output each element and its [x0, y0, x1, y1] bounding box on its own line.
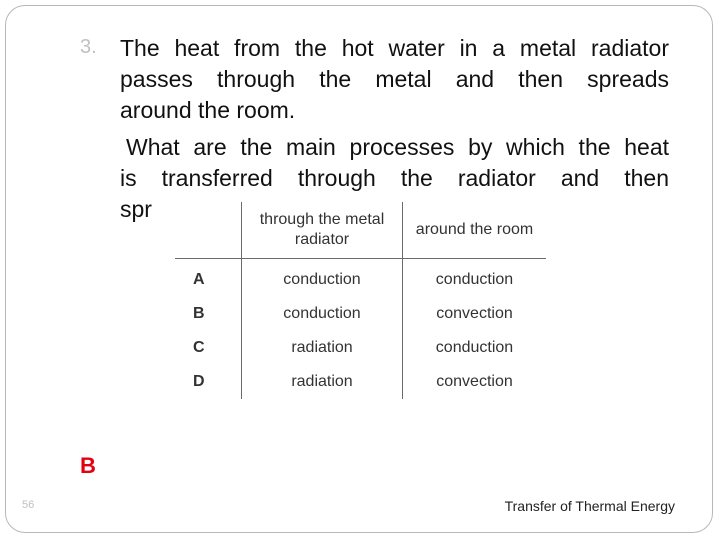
option-room-process: conduction: [435, 339, 514, 356]
option-metal-process: radiation: [242, 365, 403, 399]
table-row: [175, 259, 546, 298]
question-line-4: What are the main processes by which the heat: [126, 134, 669, 160]
page-number: 56: [22, 499, 35, 511]
answer-letter: B: [80, 453, 96, 478]
table-row: [175, 297, 546, 331]
question-line-3: around the room.: [120, 97, 296, 123]
option-key: C: [175, 331, 242, 365]
question-line-2: passes through the metal and then spreads: [120, 66, 669, 92]
option-room-process: conduction: [435, 271, 514, 288]
question-line-5: is transferred through the radiator and then: [120, 165, 669, 191]
table-header-metal: through the metal radiator: [242, 202, 403, 259]
option-metal-process: conduction: [242, 259, 403, 298]
question-line-1: The heat from the hot water in a metal radiator: [120, 35, 669, 61]
option-metal-process: radiation: [242, 331, 403, 365]
table-header-row: [175, 202, 546, 259]
option-room-process: convection: [436, 305, 513, 322]
option-key: A: [175, 259, 242, 298]
option-key: B: [175, 297, 242, 331]
table-row: [175, 331, 546, 365]
option-key: D: [175, 365, 242, 399]
options-table: [175, 202, 546, 399]
table-header-room: around the room: [403, 202, 547, 259]
footer-title: Transfer of Thermal Energy: [504, 498, 675, 514]
option-metal-process: conduction: [242, 297, 403, 331]
table-header-key: [175, 202, 242, 259]
question-number: 3.: [80, 36, 97, 58]
question-line-6: spr: [120, 196, 152, 222]
option-room-process: convection: [436, 373, 513, 390]
table-row: [175, 365, 546, 399]
question-text: [120, 33, 669, 225]
